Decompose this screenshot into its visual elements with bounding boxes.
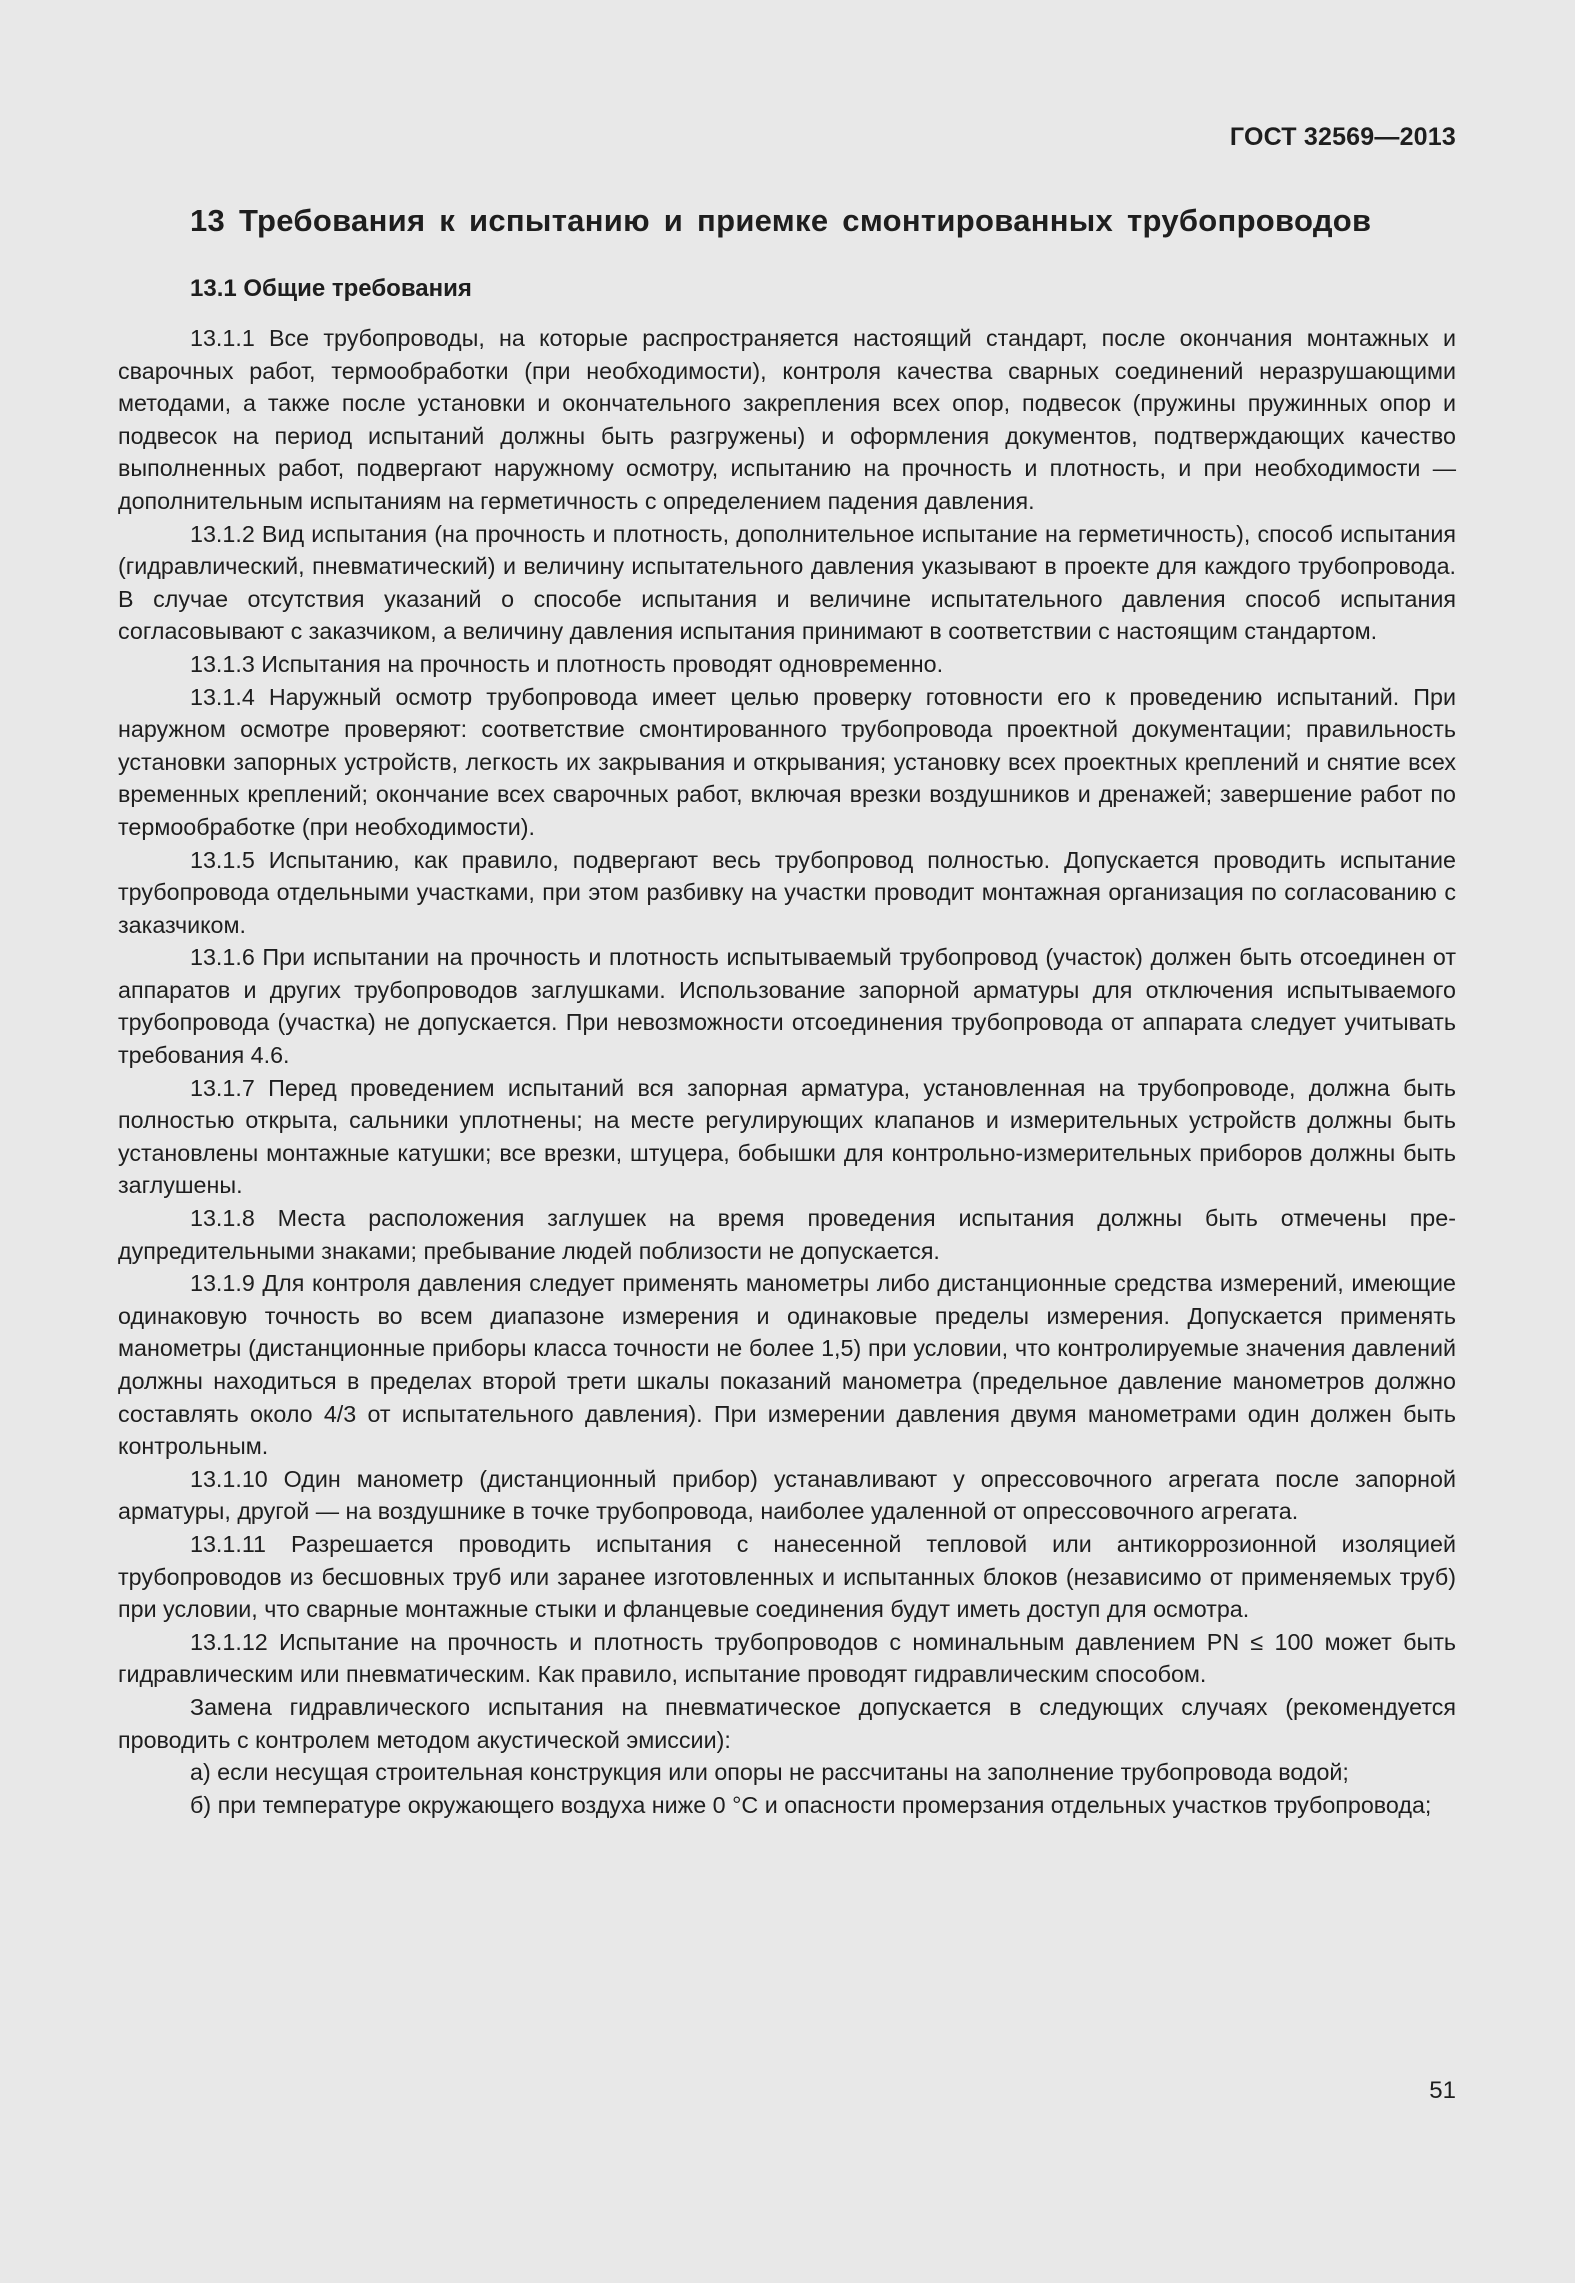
paragraph-13-1-5: 13.1.5 Испытанию, как правило, подвергают весь трубопровод полностью. Допускается проводить испытание трубопровода отдельными участками, при этом разбивку на участки проводит монтажная организация по согласованию с заказчиком. <box>118 846 1456 938</box>
page-number: 51 <box>1429 2077 1456 2104</box>
paragraph-13-1-7: 13.1.7 Перед проведением испытаний вся запорная арматура, установленная на трубопроводе, должна быть полностью открыта, сальники уплотнены; на месте регулирующих клапанов и измерительных устройств должны быть установлены монтажные катушки; все врезки, штуцера, бобышки для контрольно-измерительных приборов должны быть заглушены. <box>118 1074 1456 1199</box>
list-item-a: а) если несущая строительная конструкция или опоры не рассчитаны на заполнение трубопровода водой; <box>190 1759 1349 1786</box>
paragraph-13-1-12: 13.1.12 Испытание на прочность и плотность трубопроводов с номинальным давлением PN ≤ 100 может быть гидравлическим или пневматическим. Как правило, испытание проводят гидравлическим способом. <box>118 1628 1456 1688</box>
paragraph-13-1-4: 13.1.4 Наружный осмотр трубопровода имеет целью проверку готовности его к проведению испытаний. При наружном осмотре проверяют: соответствие смонтированного трубопровода проектной документации; правильность установки запорных устройств, легкость их закрывания и открывания; установку всех проектных креплений и снятие всех временных креплений; окончание всех сварочных работ, включая врезки воздушников и дренажей; завершение работ по термообработке (при необходимости). <box>118 683 1456 840</box>
paragraph-13-1-2: 13.1.2 Вид испытания (на прочность и плотность, дополнительное испытание на герметичность), способ испытания (гидравлический, пневматический) и величину испытательного давления указывают в проекте для каждого трубопровода. В случае отсутствия указаний о способе испытания и величине испытательного давления способ испытания согласовывают с заказчиком, а величину давления испытания принимают в соответствии с настоящим стандартом. <box>118 520 1456 645</box>
paragraph-13-1-10: 13.1.10 Один манометр (дистанционный прибор) устанавливают у опрессовочного агрегата после запорной арматуры, другой — на воздушнике в точке трубопровода, наиболее удаленной от опрессовочного агрегата. <box>118 1465 1456 1525</box>
body-text <box>118 322 1456 1821</box>
subsection-title: 13.1 Общие требования <box>190 275 472 302</box>
paragraph-13-1-1: 13.1.1 Все трубопроводы, на которые распространяется настоящий стандарт, после окончания монтажных и сварочных работ, термообработки (при необходимости), контроля качества сварных соединений неразрушающими методами, а также после установки и окончательного закрепления всех опор, подвесок (пружины пружинных опор и подвесок на период испытаний должны быть разгружены) и оформления документов, подтверждающих качество выполненных работ, подвергают наружному осмотру, испытанию на прочность и плотность, и при необходимости — дополнительным испытаниям на герметичность с определением падения давления. <box>118 325 1456 514</box>
paragraph-13-1-3: 13.1.3 Испытания на прочность и плотность проводят одновременно. <box>190 650 944 677</box>
paragraph-pneumatic-replacement: Замена гидравлического испытания на пневматическое допускается в следующих случаях (рекомендуется проводить с контролем методом акустической эмиссии): <box>118 1693 1456 1753</box>
list-item-b: б) при температуре окружающего воздуха ниже 0 °С и опасности промерзания отдельных участков трубопровода; <box>190 1791 1432 1818</box>
paragraph-13-1-8: 13.1.8 Места расположения заглушек на время проведения испытания должны быть отмечены предупредительными знаками; пребывание людей поблизости не допускается. <box>118 1205 1456 1264</box>
paragraph-13-1-11: 13.1.11 Разрешается проводить испытания с нанесенной тепловой или антикоррозионной изоляцией трубопроводов из бесшовных труб или заранее изготовленных и испытанных блоков (независимо от применяемых труб) при условии, что сварные монтажные стыки и фланцевые соединения будут иметь доступ для осмотра. <box>118 1530 1456 1623</box>
paragraph-13-1-6: 13.1.6 При испытании на прочность и плотность испытываемый трубопровод (участок) должен быть отсоединен от аппаратов и других трубопроводов заглушками. Использование запорной арматуры для отключения испытываемого трубопровода (участка) не допускается. При невозможности отсоединения трубопровода от аппарата следует учитывать требования 4.6. <box>118 944 1456 1069</box>
paragraph-13-1-9: 13.1.9 Для контроля давления следует применять манометры либо дистанционные средства измерений, имеющие одинаковую точность во всем диапазоне измерения и одинаковые пределы измерения. Допускается применять манометры (дистанционные приборы класса точности не более 1,5) при условии, что контролируемые значения давлений должны находиться в пределах второй трети шкалы показаний манометра (предельное давление манометров должно составлять около 4/3 от испытательного давления). При измерении давления двумя манометрами один должен быть контрольным. <box>118 1270 1456 1460</box>
section-title: 13 Требования к испытанию и приемке смонтированных трубопроводов <box>190 203 1372 238</box>
document-code-header: ГОСТ 32569—2013 <box>1229 123 1456 151</box>
